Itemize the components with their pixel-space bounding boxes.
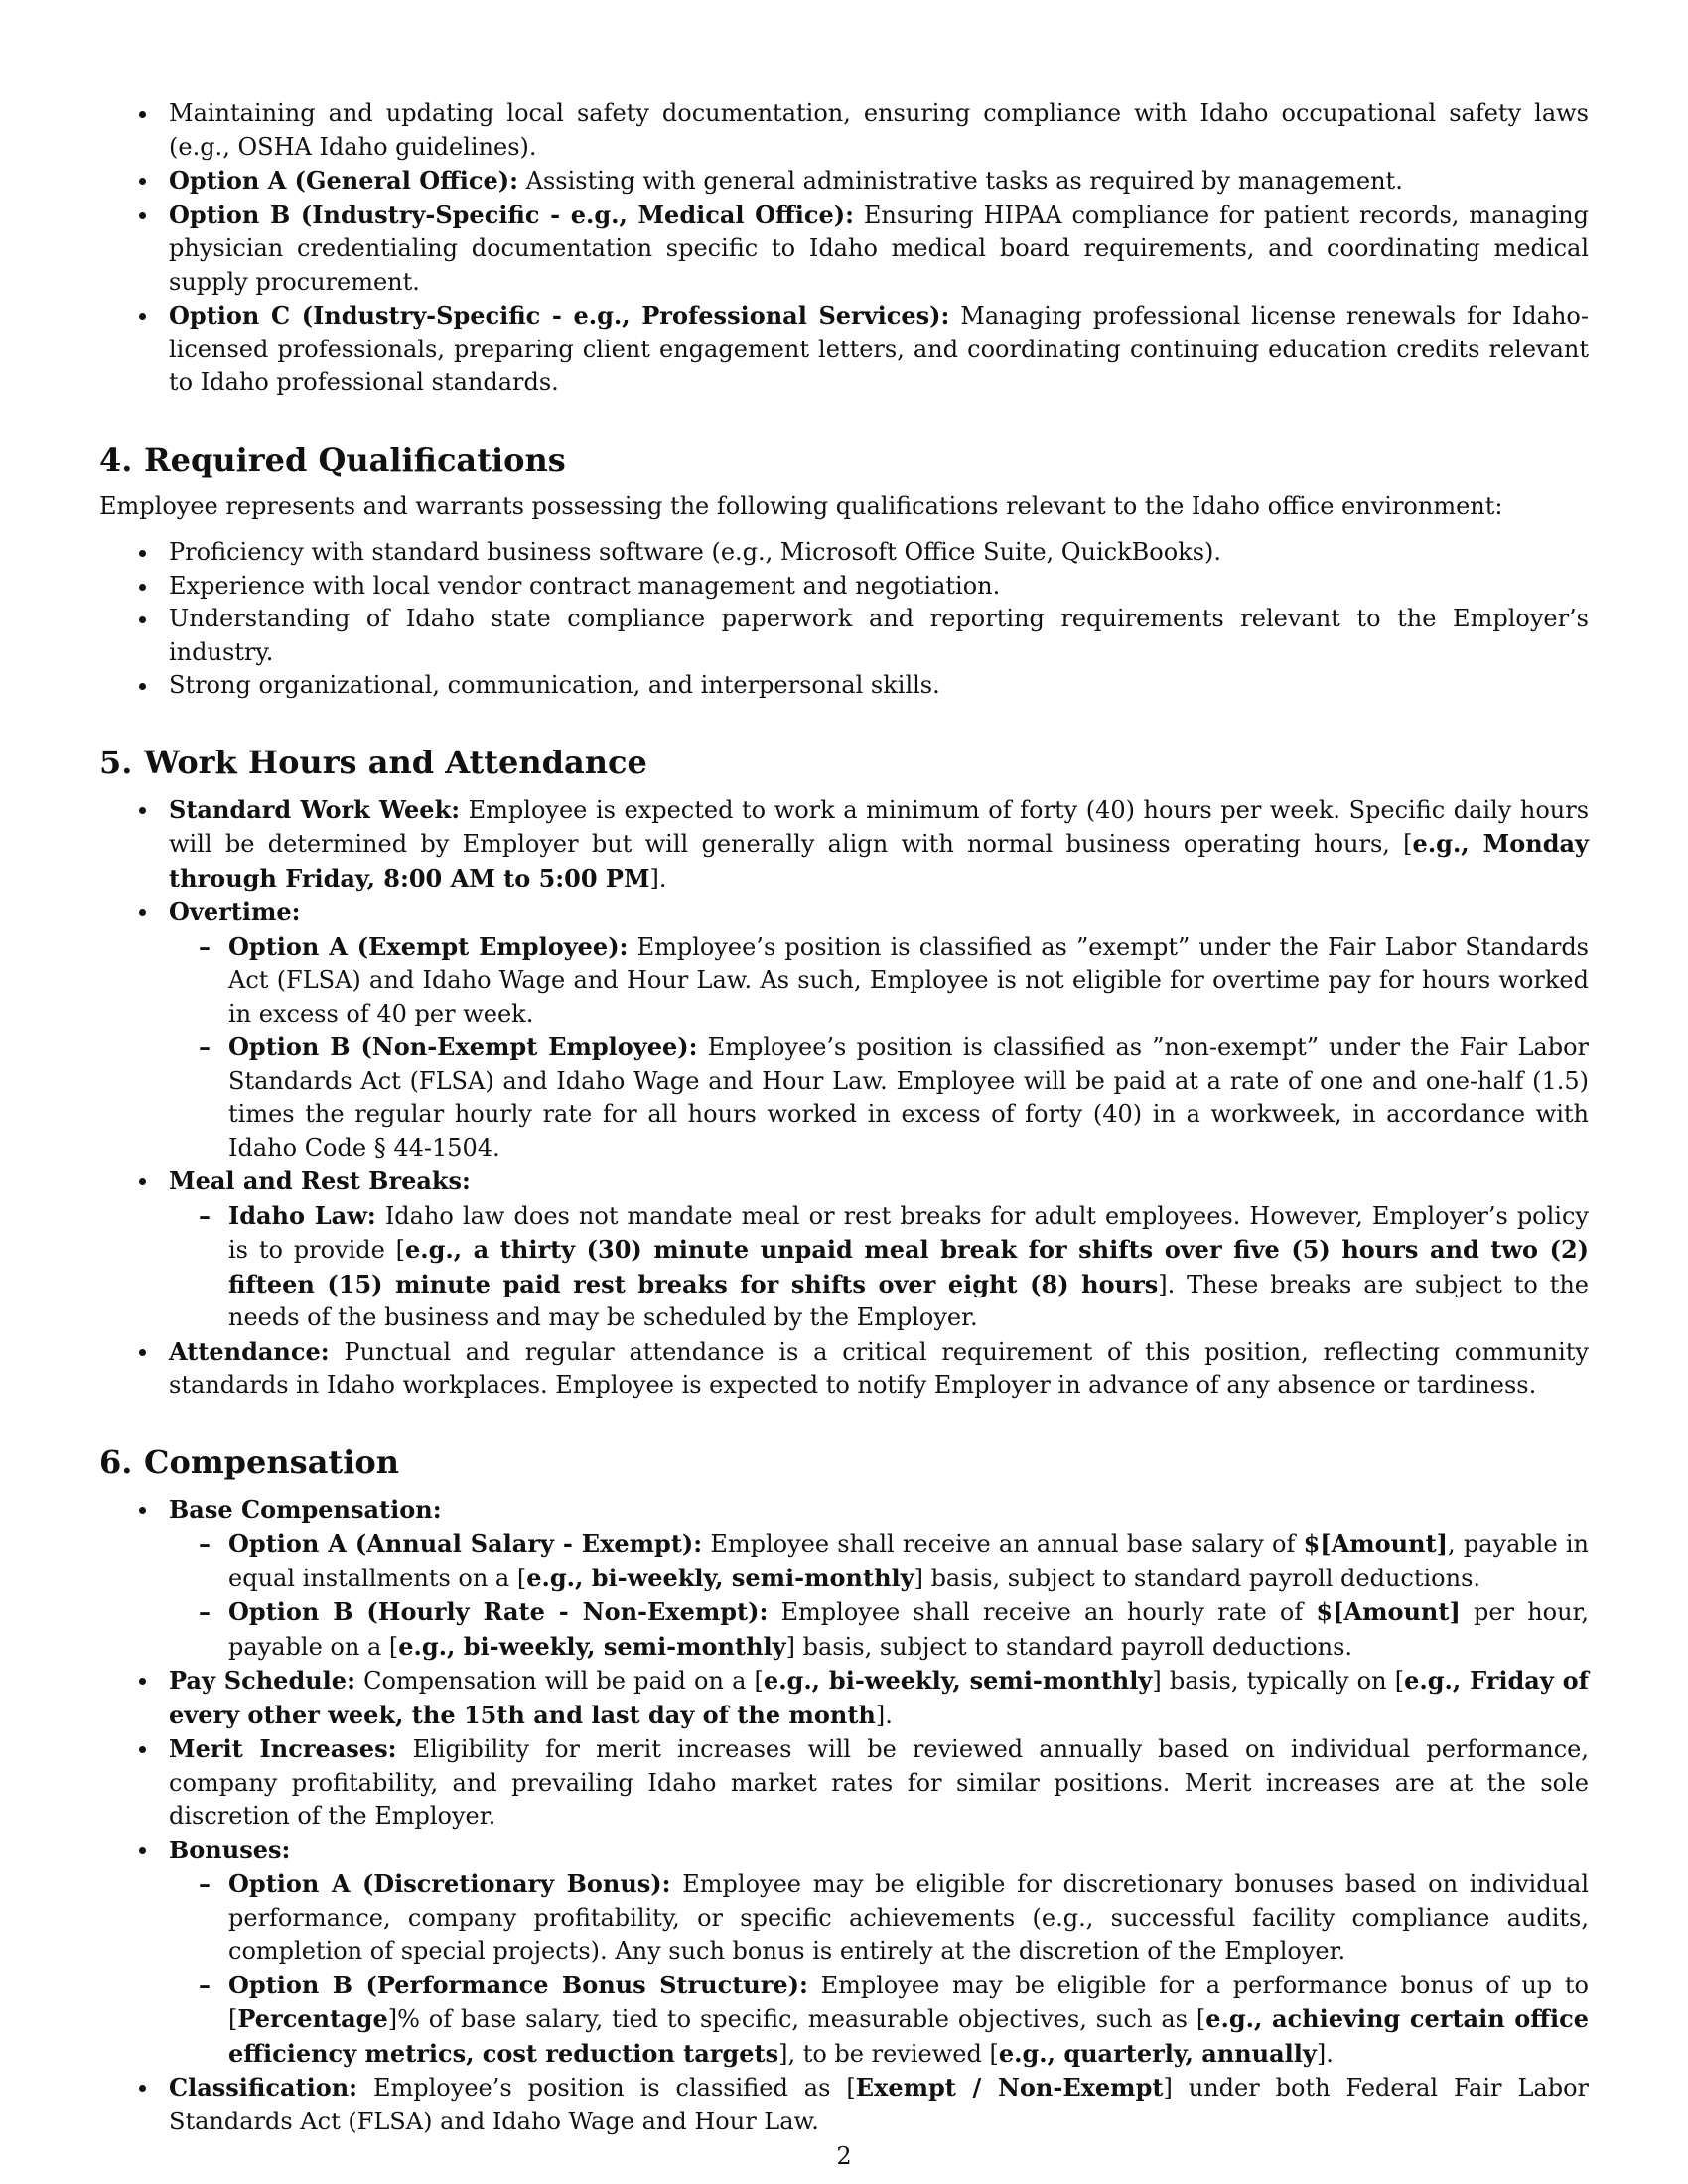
list-item: Option A (General Office): Assisting with general administrative tasks as required by management.	[99, 164, 1589, 199]
sub-list-item: – Option A (Exempt Employee): Employee’s position is classified as ”exempt” under the Fair Labor Standards Act (FLSA) and Idaho Wage and Hour Law. As such, Employee is not eligible for overtime pay for hours worked in excess of 40 per week.	[169, 930, 1589, 1031]
sub-list-item: – Idaho Law: Idaho law does not mandate meal or rest breaks for adult employees. However, Employer’s policy is to provide [e.g., a thirty (30) minute unpaid meal break for shifts over five (5) hours and two (2) fifteen (15) minute paid rest breaks for shifts over eight (8) hours]. These breaks are subject to the needs of the business and may be scheduled by the Employer.	[169, 1199, 1589, 1335]
bonuses-sublist	[169, 1867, 1589, 2071]
list-item: Bonuses: – Option A (Discretionary Bonus): Employee may be eligible for discretionary bonuses based on individual performance, company profitability, or specific achievements (e.g., successful facility compliance audits, completion of special projects). Any such bonus is entirely at the discretion of the Employer. – Option B (Performance Bonus Structure): Employee may be eligible for a performance bonus of up to [Percentage]% of base salary, tied to specific, measurable objectives, such as [e.g., achieving certain office efficiency metrics, cost reduction targets], to be reviewed [e.g., quarterly, annually].	[99, 1834, 1589, 2072]
list-item: Overtime: – Option A (Exempt Employee): Employee’s position is classified as ”exempt” under the Fair Labor Standards Act (FLSA) and Idaho Wage and Hour Law. As such, Employee is not eligible for overtime pay for hours worked in excess of 40 per week. – Option B (Non-Exempt Employee): Employee’s position is classified as ”non-exempt” under the Fair Labor Standards Act (FLSA) and Idaho Wage and Hour Law. Employee will be paid at a rate of one and one-half (1.5) times the regular hourly rate for all hours worked in excess of forty (40) in a workweek, in accordance with Idaho Code § 44-1504.	[99, 895, 1589, 1164]
sub-list-item: – Option B (Non-Exempt Employee): Employee’s position is classified as ”non-exempt” under the Fair Labor Standards Act (FLSA) and Idaho Wage and Hour Law. Employee will be paid at a rate of one and one-half (1.5) times the regular hourly rate for all hours worked in excess of forty (40) in a workweek, in accordance with Idaho Code § 44-1504.	[169, 1030, 1589, 1164]
list-item: Maintaining and updating local safety documentation, ensuring compliance with Idaho occupational safety laws (e.g., OSHA Idaho guidelines).	[99, 97, 1589, 164]
sub-list-item: – Option B (Performance Bonus Structure): Employee may be eligible for a performance bonus of up to [Percentage]% of base salary, tied to specific, measurable objectives, such as [e.g., achieving certain office efficiency metrics, cost reduction targets], to be reviewed [e.g., quarterly, annually].	[169, 1969, 1589, 2072]
list-item: Option B (Industry-Specific - e.g., Medical Office): Ensuring HIPAA compliance for patient records, managing physician credentialing documentation specific to Idaho medical board requirements, and coordinating medical supply procurement.	[99, 199, 1589, 300]
section-3-list	[99, 97, 1589, 400]
list-item: Strong organizational, communication, and interpersonal skills.	[99, 669, 1589, 703]
list-item: Pay Schedule: Compensation will be paid on a [e.g., bi-weekly, semi-monthly] basis, typically on [e.g., Friday of every other week, the 15th and last day of the month].	[99, 1664, 1589, 1732]
list-item: Understanding of Idaho state compliance paperwork and reporting requirements relevant to the Employer’s industry.	[99, 603, 1589, 669]
list-item: Merit Increases: Eligibility for merit increases will be reviewed annually based on individual performance, company profitability, and prevailing Idaho market rates for similar positions. Merit increases are at the sole discretion of the Employer.	[99, 1732, 1589, 1834]
list-item: Meal and Rest Breaks: – Idaho Law: Idaho law does not mandate meal or rest breaks for adult employees. However, Employer’s policy is to provide [e.g., a thirty (30) minute unpaid meal break for shifts over five (5) hours and two (2) fifteen (15) minute paid rest breaks for shifts over eight (8) hours]. These breaks are subject to the needs of the business and may be scheduled by the Employer.	[99, 1164, 1589, 1335]
compensation-list	[99, 1493, 1589, 2139]
section-heading-5: 5. Work Hours and Attendance	[99, 743, 647, 781]
qualifications-list	[99, 536, 1589, 703]
list-item: Standard Work Week: Employee is expected to work a minimum of forty (40) hours per week. Specific daily hours will be determined by Employer but will generally align with normal business operating hours, [e.g., Monday through Friday, 8:00 AM to 5:00 PM].	[99, 793, 1589, 896]
list-item: Option C (Industry-Specific - e.g., Professional Services): Managing professional license renewals for Idaho-licensed professionals, preparing client engagement letters, and coordinating continuing education credits relevant to Idaho professional standards.	[99, 299, 1589, 400]
document-page	[99, 97, 1589, 2138]
section-heading-6: 6. Compensation	[99, 1442, 399, 1481]
sub-list-item: – Option A (Discretionary Bonus): Employee may be eligible for discretionary bonuses based on individual performance, company profitability, or specific achievements (e.g., successful facility compliance audits, completion of special projects). Any such bonus is entirely at the discretion of the Employer.	[169, 1867, 1589, 1969]
list-item: Proficiency with standard business software (e.g., Microsoft Office Suite, QuickBooks).	[99, 536, 1589, 570]
list-item: Experience with local vendor contract management and negotiation.	[99, 570, 1589, 604]
page-number: 2	[836, 2142, 852, 2170]
list-item: Classification: Employee’s position is classified as [Exempt / Non-Exempt] under both Federal Fair Labor Standards Act (FLSA) and Idaho Wage and Hour Law.	[99, 2071, 1589, 2138]
list-item: Attendance: Punctual and regular attendance is a critical requirement of this position, reflecting community standards in Idaho workplaces. Employee is expected to notify Employer in advance of any absence or tardiness.	[99, 1335, 1589, 1403]
sub-list-item: – Option A (Annual Salary - Exempt): Employee shall receive an annual base salary of $[Amount], payable in equal installments on a [e.g., bi-weekly, semi-monthly] basis, subject to standard payroll deductions.	[169, 1527, 1589, 1595]
work-hours-list	[99, 793, 1589, 1403]
breaks-sublist	[169, 1199, 1589, 1335]
section-4-intro: Employee represents and warrants possessing the following qualifications relevant to the Idaho office environment:	[99, 491, 1503, 520]
section-heading-4: 4. Required Qualifications	[99, 440, 566, 478]
list-item: Base Compensation: – Option A (Annual Salary - Exempt): Employee shall receive an annual base salary of $[Amount], payable in equal installments on a [e.g., bi-weekly, semi-monthly] basis, subject to standard payroll deductions. – Option B (Hourly Rate - Non-Exempt): Employee shall receive an hourly rate of $[Amount] per hour, payable on a [e.g., bi-weekly, semi-monthly] basis, subject to standard payroll deductions.	[99, 1493, 1589, 1665]
base-compensation-sublist	[169, 1527, 1589, 1664]
overtime-sublist	[169, 930, 1589, 1165]
sub-list-item: – Option B (Hourly Rate - Non-Exempt): Employee shall receive an hourly rate of $[Amount] per hour, payable on a [e.g., bi-weekly, semi-monthly] basis, subject to standard payroll deductions.	[169, 1595, 1589, 1664]
